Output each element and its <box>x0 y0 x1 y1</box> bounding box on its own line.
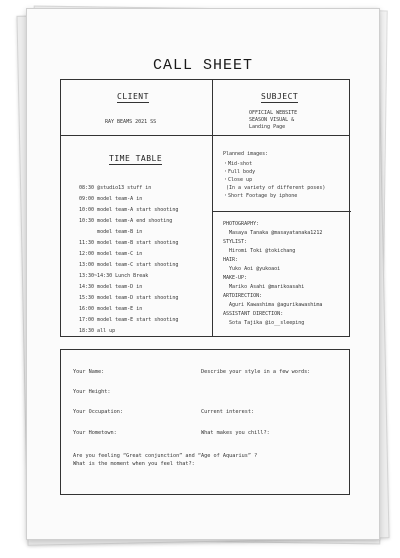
your-name-label: Your Name: <box>73 369 105 375</box>
timetable-row: 08:30 @studio13 stuff in <box>79 185 152 191</box>
staff-line: ARTDIRECTION: <box>223 293 263 299</box>
timetable-row: 11:30 model team-B start shooting <box>79 240 179 246</box>
planned-item: ・Close up <box>223 177 253 183</box>
current-interest-label: Current interest: <box>201 409 255 415</box>
client-name: RAY BEAMS 2021 SS <box>105 119 157 125</box>
timetable-row: 17:00 model team-E start shooting <box>79 317 179 323</box>
great-conjunction-followup: What is the moment when you feel that?: <box>73 461 195 467</box>
column-divider <box>212 80 213 336</box>
staff-line: PHOTOGRAPHY: <box>223 221 260 227</box>
great-conjunction-question: Are you feeling “Great conjunction” and “Age of Aquarius” ? <box>73 453 258 459</box>
staff-line: HAIR: <box>223 257 239 263</box>
staff-line: Hiromi Toki @tokichang <box>223 248 296 254</box>
what-chill-label: What makes you chill?: <box>201 430 270 436</box>
timetable-row: model team-B in <box>79 229 143 235</box>
your-occupation-label: Your Occupation: <box>73 409 123 415</box>
staff-line: Mariko Asahi @marikoasahi <box>223 284 305 290</box>
timetable-header: TIME TABLE <box>109 154 163 163</box>
planned-item: ・Mid-shot <box>223 161 253 167</box>
timetable-row: 14:30 model team-D in <box>79 284 143 290</box>
planned-item: (In a variety of different poses) <box>223 185 326 191</box>
staff-line: MAKE-UP: <box>223 275 248 281</box>
staff-line: Masaya Tanaka @masayatanaka1212 <box>223 230 323 236</box>
staff-line: Yuko Aoi @yukoaoi <box>223 266 281 272</box>
timetable-row: 16:00 model team-E in <box>79 306 143 312</box>
staff-divider <box>212 211 351 212</box>
timetable-row: 09:00 model team-A in <box>79 196 143 202</box>
planned-heading: Planned images: <box>223 151 269 157</box>
questionnaire-box <box>60 349 350 495</box>
timetable-row: 10:00 model team-A start shooting <box>79 207 179 213</box>
your-height-label: Your Height: <box>73 389 111 395</box>
your-hometown-label: Your Hometown: <box>73 430 117 436</box>
timetable-row: 13:00 model team-C start shooting <box>79 262 179 268</box>
timetable-row: 13:30~14:30 Lunch Break <box>79 273 149 279</box>
subject-line-2: SEASON VISUAL & <box>249 117 295 123</box>
describe-style-label: Describe your style in a few words: <box>201 369 311 375</box>
page-title: CALL SHEET <box>152 57 253 74</box>
call-sheet-paper <box>26 8 380 540</box>
staff-line: ASSISTANT DIRECTION: <box>223 311 284 317</box>
client-header: CLIENT <box>117 92 149 101</box>
subject-line-1: OFFICIAL WEBSITE <box>249 110 298 116</box>
staff-line: Aguri Kawashima @agurikawashima <box>223 302 323 308</box>
timetable-row: 15:30 model team-D start shooting <box>79 295 179 301</box>
planned-item: ・Short Footage by iphone <box>223 193 298 199</box>
info-table <box>60 79 350 337</box>
timetable-row: 18:30 all up <box>79 328 116 334</box>
staff-line: Sota Tajika @io__sleeping <box>223 320 305 326</box>
timetable-row: 10:30 model team-A end shooting <box>79 218 173 224</box>
planned-item: ・Full body <box>223 169 256 175</box>
staff-line: STYLIST: <box>223 239 248 245</box>
timetable-row: 12:00 model team-C in <box>79 251 143 257</box>
subject-line-3: Landing Page <box>249 124 286 130</box>
row-divider <box>61 135 349 136</box>
subject-header: SUBJECT <box>261 92 299 101</box>
